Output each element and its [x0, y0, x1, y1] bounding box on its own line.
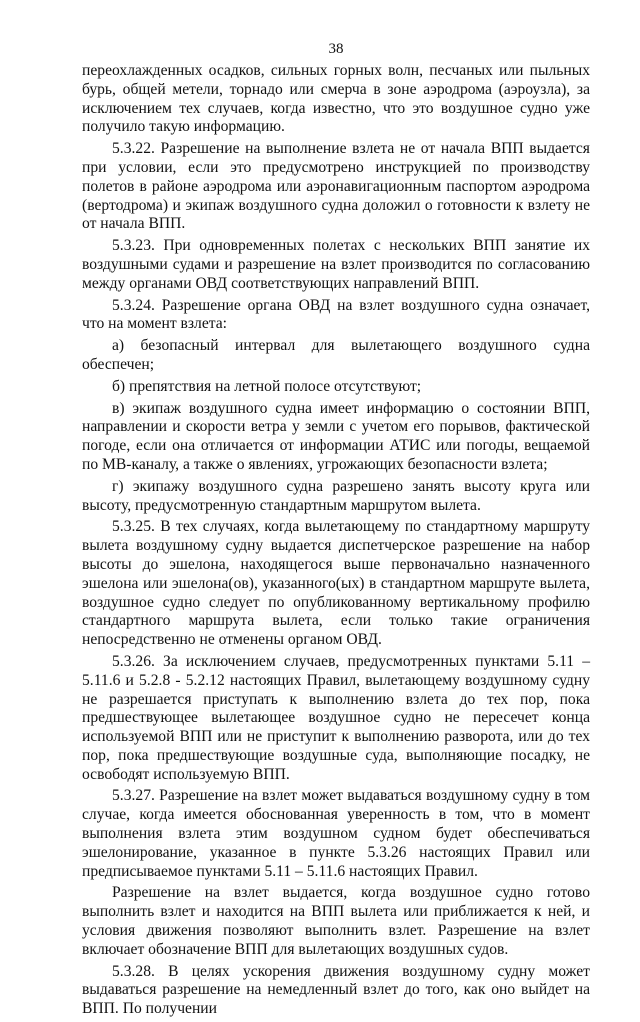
- paragraph-5-3-27: 5.3.27. Разрешение на взлет может выдаваться воздушному судну в том случае, когда имеется обоснованная уверенность в том, что в момент выполнения взлета этим воздушном судном будет обеспечиваться эшелонирование, указанное в пункте 5.3.26 настоящих Правил или предписываемое пунктами 5.11 – 5.11.6 настоящих Правил.: [82, 787, 590, 880]
- list-item-g: г) экипажу воздушного судна разрешено занять высоту круга или высоту, предусмотренную стандартным маршрутом вылета.: [82, 477, 590, 514]
- list-item-a: а) безопасный интервал для вылетающего воздушного судна обеспечен;: [82, 337, 590, 373]
- document-page: [82, 40, 590, 1022]
- paragraph-5-3-24: 5.3.24. Разрешение органа ОВД на взлет воздушного судна означает, что на момент взлета:: [82, 296, 590, 333]
- document-body: [82, 62, 590, 1019]
- paragraph-5-3-28: 5.3.28. В целях ускорения движения воздушному судну может выдаваться разрешение на немедленный взлет до того, как оно выйдет на ВПП. По получении: [82, 962, 590, 1018]
- paragraph-5-3-22: 5.3.22. Разрешение на выполнение взлета не от начала ВПП выдается при условии, если это предусмотрено инструкцией по производству полетов в районе аэродрома или аэронавигационным паспортом аэродрома (вертодрома) и экипаж воздушного судна доложил о готовности к взлету не от начала ВПП.: [82, 140, 590, 233]
- paragraph-5-3-23: 5.3.23. При одновременных полетах с нескольких ВПП занятие их воздушными судами и разрешение на взлет производится по согласованию между органами ОВД соответствующих направлений ВПП.: [82, 237, 590, 292]
- paragraph-continuation: переохлажденных осадков, сильных горных волн, песчаных или пыльных бурь, общей метели, торнадо или смерча в зоне аэродрома (аэроузла), за исключением тех случаев, когда известно, что это воздушное судно уже получило такую информацию.: [82, 62, 590, 136]
- list-item-b: б) препятствия на летной полосе отсутствуют;: [112, 377, 422, 395]
- paragraph-5-3-26: 5.3.26. За исключением случаев, предусмотренных пунктами 5.11 – 5.11.6 и 5.2.8 - 5.2.12 настоящих Правил, вылетающему воздушному судну не разрешается приступать к выполнению взлета до тех пор, пока предшествующее вылетающее воздушное судно не пересечет конца используемой ВПП или не приступит к выполнению разворота, или до тех пор, пока предшествующие воздушные суда, выполняющие посадку, не освободят используемую ВПП.: [82, 652, 590, 783]
- page-number: 38: [328, 41, 344, 57]
- list-item-v: в) экипаж воздушного судна имеет информацию о состоянии ВПП, направлении и скорости ветра у земли с учетом его порывов, фактической погоде, если она отличается от информации АТИС или погоды, вещаемой по МВ-каналу, а также о явлениях, угрожающих безопасности взлета;: [82, 399, 590, 473]
- paragraph-5-3-25: 5.3.25. В тех случаях, когда вылетающему по стандартному маршруту вылета воздушному судну выдается диспетчерское разрешение на набор высоты до эшелона, находящегося выше первоначально назначенного эшелона или эшелона(ов), указанного(ых) в стандартном маршруте вылета, воздушное судно следует по опубликованному вертикальному профилю стандартного маршрута вылета, если только такие ограничения непосредственно не отменены органом ОВД.: [82, 518, 590, 649]
- paragraph-takeoff-clearance: Разрешение на взлет выдается, когда воздушное судно готово выполнить взлет и находится на ВПП вылета или приближается к ней, и условия движения позволяют выполнить взлет. Разрешение на взлет включает обозначение ВПП для вылетающих воздушных судов.: [82, 884, 590, 958]
